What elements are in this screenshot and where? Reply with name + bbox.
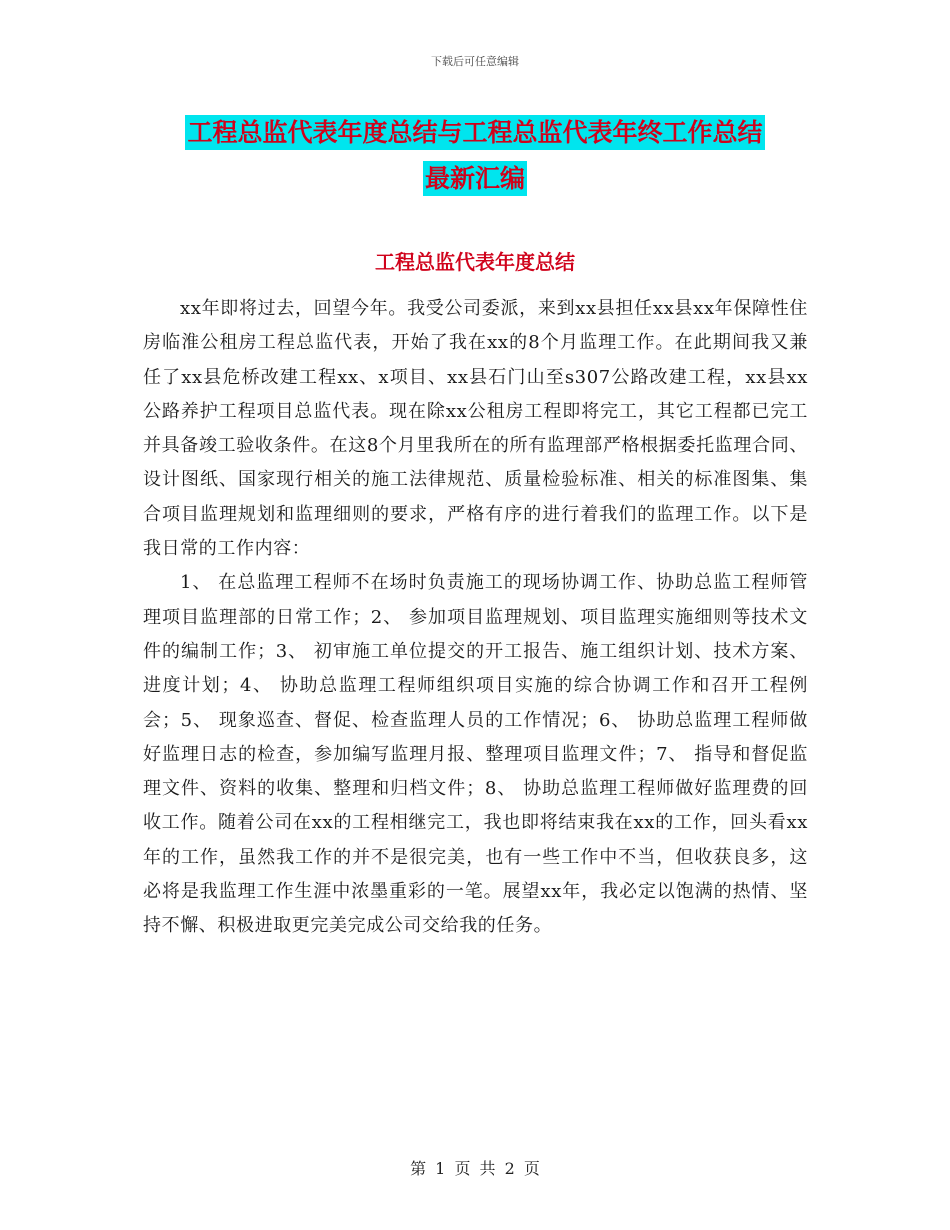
document-title-line2: 最新汇编 — [423, 161, 527, 196]
section-title: 工程总监代表年度总结 — [375, 250, 575, 274]
paragraph-duties: 1、 在总监理工程师不在场时负责施工的现场协调工作、协助总监工程师管理项目监理部的日常工作；2、 参加项目监理规划、项目监理实施细则等技术文件的编制工作；3、 初审施工单位提交的开工报告、施工组织计划、技术方案、进度计划；4、 协助总监理工程师组织项目实施的综合协调工作和召开工程例会；5、 现象巡查、督促、检查监理人员的工作情况；6、 协助总监理工程师做好监理日志的检查，参加编写监理月报、整理项目监理文件；7、 指导和督促监理文件、资料的收集、整理和归档文件；8、 协助总监理工程师做好监理费的回收工作。随着公司在xx的工程相继完工，我也即将结束我在xx的工作，回头看xx年的工作，虽然我工作的并不是很完美，也有一些工作中不当，但收获良多，这必将是我监理工作生涯中浓墨重彩的一笔。展望xx年，我必定以饱满的热情、坚持不懈、积极进取更完美完成公司交给我的任务。 — [143, 572, 808, 937]
document-title — [0, 110, 950, 202]
document-title-line1: 工程总监代表年度总结与工程总监代表年终工作总结 — [185, 115, 764, 150]
page-header-note: 下载后可任意编辑 — [431, 55, 519, 68]
document-body — [143, 292, 808, 944]
paragraph-intro: xx年即将过去，回望今年。我受公司委派，来到xx县担任xx县xx年保障性住房临淮公租房工程总监代表，开始了我在xx的8个月监理工作。在此期间我又兼任了xx县危桥改建工程xx、x项目、xx县石门山至s307公路改建工程，xx县xx公路养护工程项目总监代表。现在除xx公租房工程即将完工，其它工程都已完工并具备竣工验收条件。在这8个月里我所在的所有监理部严格根据委托监理合同、设计图纸、国家现行相关的施工法律规范、质量检验标准、相关的标准图集、集合项目监理规划和监理细则的要求，严格有序的进行着我们的监理工作。以下是我日常的工作内容： — [143, 298, 808, 560]
page-footer: 第 1 页 共 2 页 — [410, 1159, 540, 1178]
